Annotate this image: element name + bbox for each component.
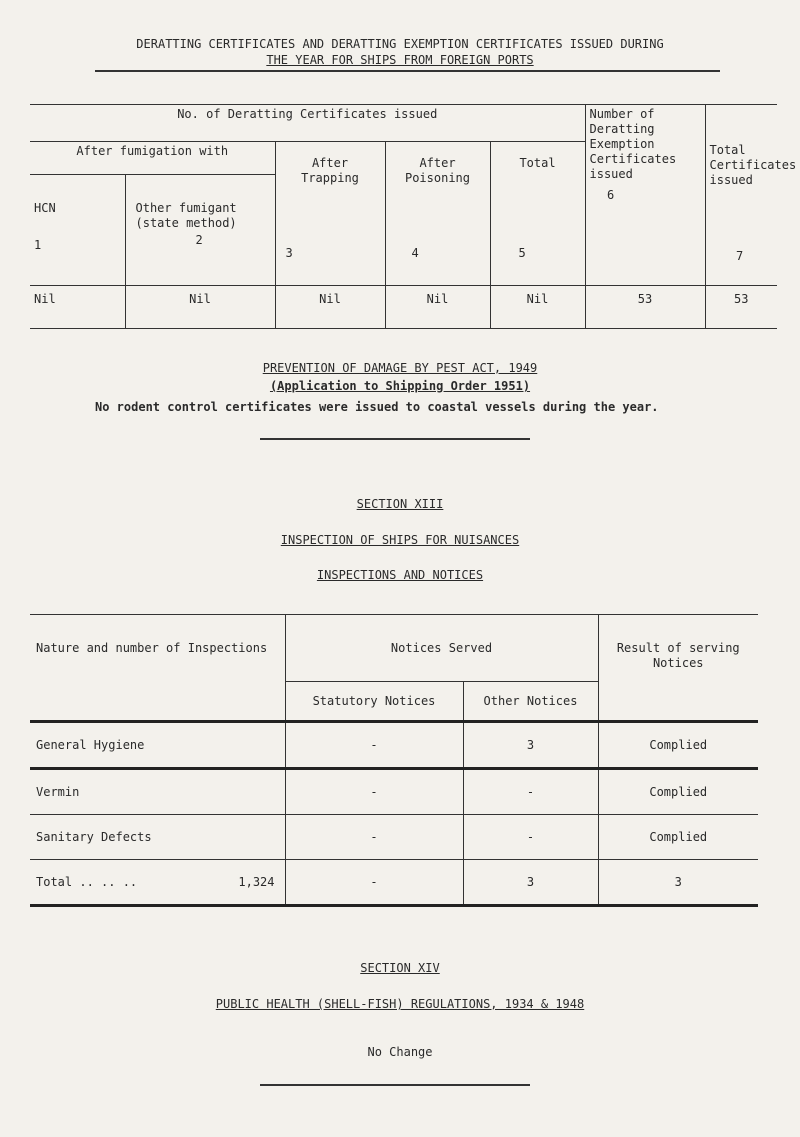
row-other: 3 [463, 860, 598, 906]
nature-header: Nature and number of Inspections [30, 615, 285, 722]
pest-act-heading: PREVENTION OF DAMAGE BY PEST ACT, 1949 [262, 361, 538, 375]
deratting-table [30, 104, 797, 329]
exemption-header-label: Number of Deratting Exemption Certificates issued [589, 107, 677, 181]
poisoning-header-label: After Poisoning [404, 156, 471, 185]
value-other-fumigant: Nil [125, 286, 275, 329]
page-header-line1: DERATTING CERTIFICATES AND DERATTING EXEMPTION CERTIFICATES ISSUED DURING [136, 37, 664, 51]
section14-rule [260, 1084, 530, 1086]
poisoning-col-number: 4 [411, 246, 419, 260]
hcn-col-number: 1 [34, 238, 42, 252]
total-certs-col-number: 7 [736, 248, 744, 263]
row-statutory: - [285, 815, 463, 860]
row-nature: Sanitary Defects [30, 815, 285, 860]
page-header-line2: THE YEAR FOR SHIPS FROM FOREIGN PORTS [266, 53, 534, 67]
total-count: 1,324 [238, 874, 275, 889]
poisoning-header [385, 142, 490, 286]
total-header-label: Total [519, 156, 556, 170]
section14-text: No Change [367, 1045, 433, 1059]
hcn-header-label: HCN [34, 201, 56, 215]
trapping-col-number: 3 [285, 246, 293, 260]
row-statutory: - [285, 860, 463, 906]
pest-act-rule [260, 438, 530, 440]
row-result: Complied [598, 815, 758, 860]
section13-heading: SECTION XIII [356, 497, 444, 511]
other-fumigant-header [125, 175, 275, 286]
exemption-col-number: 6 [607, 188, 615, 202]
header-rule [95, 70, 720, 72]
row-statutory: - [285, 769, 463, 815]
other-fumigant-header-label: Other fumigant (state method) [135, 201, 237, 230]
row-nature-total [30, 860, 285, 906]
table-row [30, 815, 758, 860]
other-fumigant-col-number: 2 [195, 233, 203, 247]
total-header [490, 142, 585, 286]
trapping-header-label: After Trapping [301, 156, 359, 185]
total-label: Total .. .. .. [36, 874, 138, 889]
pest-act-text: No rodent control certificates were issued to coastal vessels during the year. [95, 400, 659, 414]
total-col-number: 5 [518, 246, 526, 260]
row-other: - [463, 769, 598, 815]
table-row [30, 769, 758, 815]
section13-subheading2: INSPECTIONS AND NOTICES [316, 568, 484, 582]
notices-header: Notices Served [285, 615, 598, 682]
section13-subheading: INSPECTION OF SHIPS FOR NUISANCES [280, 533, 520, 547]
value-total: Nil [490, 286, 585, 329]
exemption-header [585, 105, 705, 286]
row-result: 3 [598, 860, 758, 906]
trapping-header [275, 142, 385, 286]
value-hcn: Nil [30, 286, 125, 329]
deratting-group-header: No. of Deratting Certificates issued [30, 105, 585, 142]
value-poisoning: Nil [385, 286, 490, 329]
row-result: Complied [598, 769, 758, 815]
value-exemption: 53 [585, 286, 705, 329]
section14-heading: SECTION XIV [360, 961, 440, 975]
other-notices-header: Other Notices [463, 682, 598, 722]
row-result: Complied [598, 722, 758, 769]
value-trapping: Nil [275, 286, 385, 329]
row-nature: Vermin [30, 769, 285, 815]
result-header: Result of serving Notices [598, 615, 758, 722]
pest-act-subheading: (Application to Shipping Order 1951) [269, 379, 531, 393]
statutory-header: Statutory Notices [285, 682, 463, 722]
nuisance-table [30, 614, 758, 907]
row-other: - [463, 815, 598, 860]
fumigation-header: After fumigation with [30, 142, 275, 175]
total-certs-header-label: Total Certificates issued [709, 143, 797, 187]
value-total-certs: 53 [705, 286, 777, 329]
row-nature: General Hygiene [30, 722, 285, 769]
total-certs-header [705, 105, 797, 286]
section14-subheading: PUBLIC HEALTH (SHELL-FISH) REGULATIONS, 1934 & 1948 [215, 997, 585, 1011]
row-statutory: - [285, 722, 463, 769]
table-row [30, 722, 758, 769]
table-row-total [30, 860, 758, 906]
hcn-header [30, 175, 125, 286]
row-other: 3 [463, 722, 598, 769]
